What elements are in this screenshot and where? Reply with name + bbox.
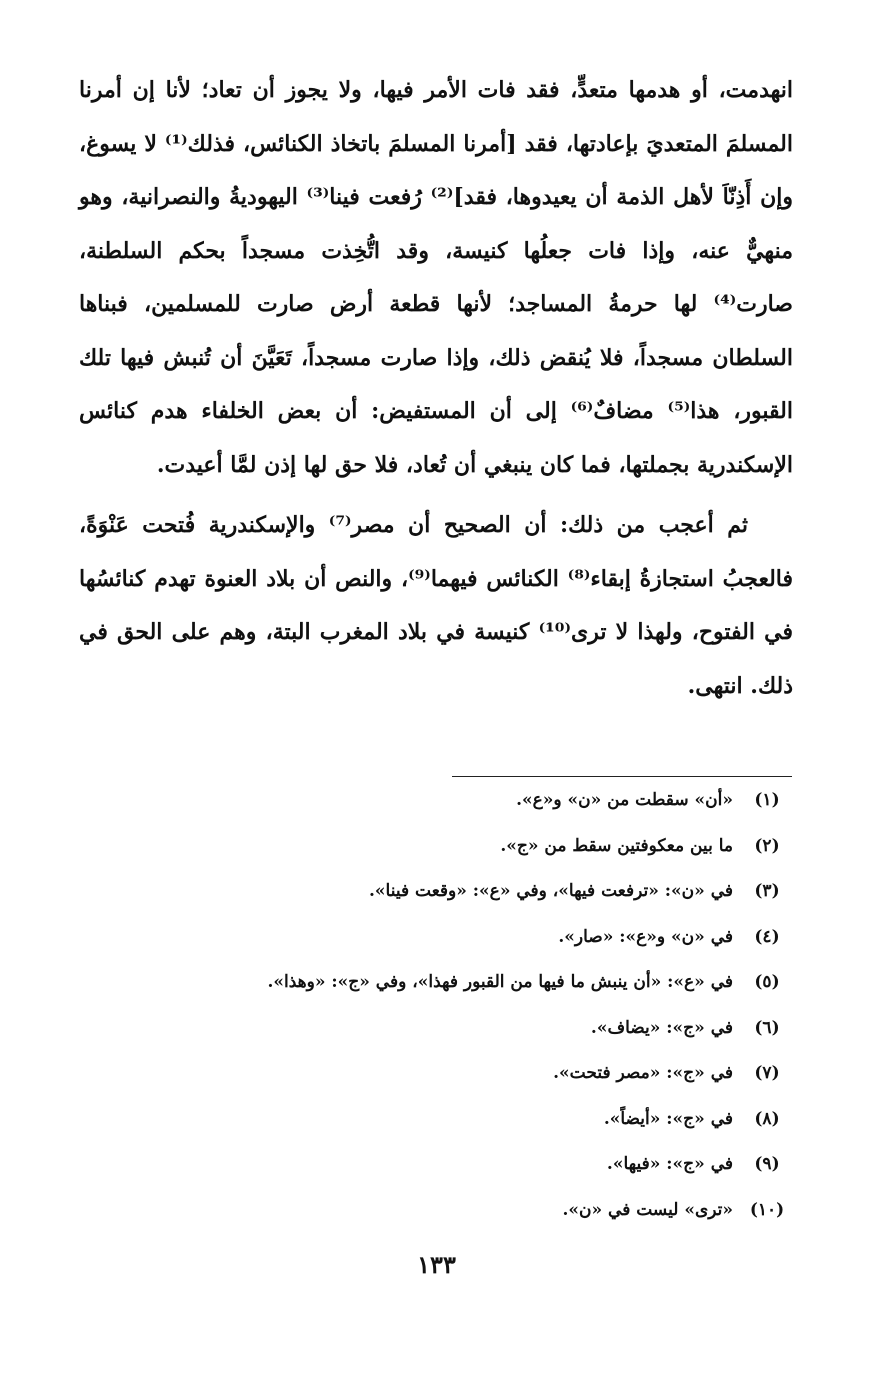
footnote-item <box>71 1200 791 1246</box>
main-text <box>79 64 793 713</box>
footnote-item <box>71 1154 791 1200</box>
footnote-text: «أن» سقطت من «ن» و«ع». <box>516 790 733 810</box>
footnote-number: (٤) <box>754 926 780 947</box>
footnote-number: (٦) <box>754 1017 780 1038</box>
footnote-text: في «ج»: «يضاف». <box>590 1017 733 1038</box>
footnote-item <box>71 836 791 882</box>
footnote-text: ما بين معكوفتين سقط من «ج». <box>500 835 733 856</box>
paragraph-1: انهدمت، أو هدمها متعدٍّ، فقد فات الأمر فيها، ولا يجوز أن تعاد؛ لأنا إن أمرنا المسلمَ المتعديَ بإعادتها، فقد [أمرنا المسلمَ باتخاذ الكنائس، فذلك⁽¹⁾ لا يسوغ، وإن أَذِنّاَ لأهل الذمة أن يعيدوها، فقد]⁽²⁾ رُفعت فينا⁽³⁾ اليهوديةُ والنصرانية، وهو منهيٌّ عنه، وإذا فات جعلُها كنيسة، وقد اتُّخِذت مسجداً بحكم السلطنة، صارت⁽⁴⁾ لها حرمةُ المساجد؛ لأنها قطعة أرض صارت للمسلمين، فبناها السلطان مسجداً، فلا يُنقض ذلك، وإذا صارت مسجداً، تَعَيَّنَ أن تُنبش فيها تلك القبور، هذا⁽⁵⁾ مضافٌ⁽⁶⁾ إلى أن المستفيض: أن بعض الخلفاء هدم كنائس الإسكندرية بجملتها، فما كان ينبغي أن تُعاد، فلا حق لها إذن لمَّا أعيدت. <box>79 77 793 478</box>
footnote-item <box>71 881 791 927</box>
footnote-number: (٢) <box>754 835 780 856</box>
footnote-item <box>71 1109 791 1155</box>
footnote-divider <box>452 776 792 777</box>
footnote-number: (١) <box>754 790 780 810</box>
footnote-item <box>71 1063 791 1109</box>
footnote-item <box>71 927 791 973</box>
footnote-item <box>71 972 791 1018</box>
footnote-text: في «ج»: «أيضاً». <box>603 1108 733 1129</box>
footnote-text: «ترى» ليست في «ن». <box>562 1199 733 1220</box>
footnote-text: في «ع»: «أن ينبش ما فيها من القبور فهذا»، وفي «ج»: «وهذا». <box>267 972 733 992</box>
page-number: ١٣٣ <box>417 1250 456 1279</box>
footnote-number: (٧) <box>754 1063 780 1083</box>
paragraph-2: ثم أعجب من ذلك: أن الصحيح أن مصر⁽⁷⁾ والإسكندرية فُتحت عَنْوَةً، فالعجبُ استجازةُ إبقاء⁽⁸⁾ الكنائس فيهما⁽⁹⁾، والنص أن بلاد العنوة تهدم كنائسُها في الفتوح، ولهذا لا ترى⁽¹⁰⁾ كنيسة في بلاد المغرب البتة، وهم على الحق في ذلك. انتهى. <box>79 512 794 699</box>
footnote-item <box>71 790 791 836</box>
footnote-text: في «ج»: «فيها». <box>606 1154 733 1174</box>
footnote-number: (٨) <box>754 1108 780 1129</box>
footnote-text: في «ن» و«ع»: «صار». <box>558 926 733 947</box>
footnote-item <box>71 1018 791 1064</box>
footnote-number: (٩) <box>754 1154 780 1174</box>
footnote-text: في «ن»: «ترفعت فيها»، وفي «ع»: «وقعت فينا». <box>368 881 733 901</box>
footnote-number: (٣) <box>754 881 780 901</box>
footnote-number: (١٠) <box>749 1199 785 1220</box>
footnote-number: (٥) <box>754 972 780 992</box>
footnotes-list <box>71 790 791 1245</box>
footnote-text: في «ج»: «مصر فتحت». <box>553 1063 733 1083</box>
